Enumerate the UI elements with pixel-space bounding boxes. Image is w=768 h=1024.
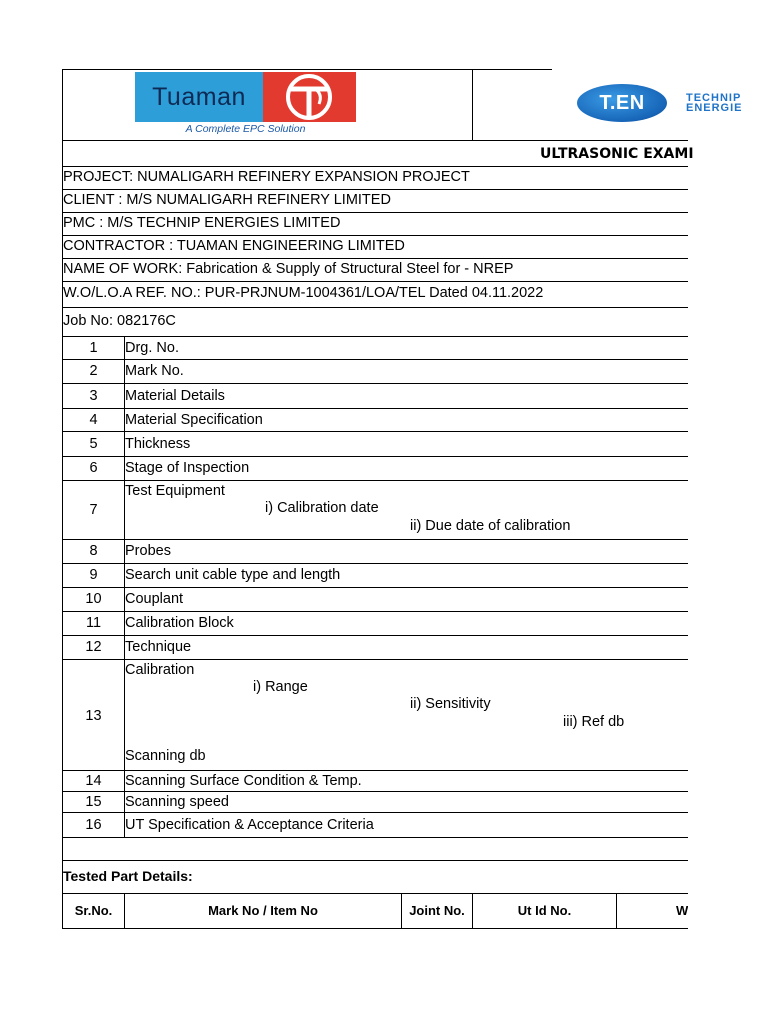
item-sub-label: iii) Ref db: [563, 714, 625, 730]
row-line: [62, 539, 688, 540]
item-number: 13: [85, 708, 102, 724]
ten-wordmark: [686, 93, 743, 113]
row-line: [62, 307, 688, 308]
row-line: [62, 563, 688, 564]
tuaman-wordmark: Tuaman: [135, 72, 263, 122]
item-number: 1: [89, 340, 98, 356]
item-number: 3: [89, 388, 98, 404]
item-label: Probes: [125, 543, 171, 559]
row-line: [62, 359, 688, 360]
row-line: [62, 860, 688, 861]
client-line: CLIENT : M/S NUMALIGARH REFINERY LIMITED: [63, 192, 391, 208]
item-number: 2: [89, 363, 98, 379]
item-number: 4: [89, 412, 98, 428]
work-line: NAME OF WORK: Fabrication & Supply of Structural Steel for - NREP: [63, 261, 514, 277]
column-header: W: [676, 903, 688, 918]
item-number: 9: [89, 567, 98, 583]
row-line: [62, 659, 688, 660]
column-header: Mark No / Item No: [208, 903, 318, 918]
item-sub-label: Scanning db: [125, 748, 206, 764]
row-line: [62, 928, 688, 929]
item-label: Material Specification: [125, 412, 263, 428]
item-label: Scanning speed: [125, 794, 229, 810]
ten-logo: [552, 70, 768, 138]
col-divider: [616, 893, 617, 928]
item-label: Material Details: [125, 388, 225, 404]
row-line: [62, 166, 688, 167]
item-label: Stage of Inspection: [125, 460, 250, 476]
row-line: [62, 635, 688, 636]
row-line: [62, 336, 688, 337]
job-no-line: Job No: 082176C: [63, 313, 176, 329]
item-number: 11: [85, 615, 102, 631]
item-label: Scanning Surface Condition & Temp.: [125, 773, 362, 789]
item-label: Couplant: [125, 591, 184, 607]
item-label: UT Specification & Acceptance Criteria: [125, 817, 374, 833]
item-label: Calibration: [125, 662, 195, 678]
item-number: 15: [85, 794, 102, 810]
row-line: [62, 791, 688, 792]
item-label: Calibration Block: [125, 615, 234, 631]
row-line: [62, 770, 688, 771]
row-line: [62, 383, 688, 384]
row-line: [62, 189, 688, 190]
item-number: 5: [89, 436, 98, 452]
item-number: 16: [85, 817, 102, 833]
item-sub-label: ii) Sensitivity: [410, 696, 491, 712]
column-header: Ut Id No.: [517, 903, 572, 918]
project-line: PROJECT: NUMALIGARH REFINERY EXPANSION PROJECT: [63, 169, 470, 185]
row-line: [62, 812, 688, 813]
ten-mark: T.EN: [577, 84, 667, 122]
row-line: [62, 893, 688, 894]
item-number: 10: [85, 591, 102, 607]
contractor-line: CONTRACTOR : TUAMAN ENGINEERING LIMITED: [63, 238, 405, 254]
ten-line2: ENERGIE: [686, 102, 743, 114]
item-number: 6: [89, 460, 98, 476]
item-label: Technique: [125, 639, 192, 655]
row-line: [62, 480, 688, 481]
item-label: Test Equipment: [125, 483, 225, 499]
row-line: [62, 281, 688, 282]
item-sub-label: ii) Due date of calibration: [410, 518, 571, 534]
item-sub-label: i) Range: [253, 679, 308, 695]
row-line: [62, 611, 688, 612]
tested-part-heading: Tested Part Details:: [63, 868, 193, 884]
item-label: Drg. No.: [125, 340, 179, 356]
tuaman-logo: [135, 72, 357, 136]
item-number: 7: [89, 502, 98, 518]
item-number: 8: [89, 543, 98, 559]
tuaman-emblem-icon: [263, 72, 356, 122]
row-line: [62, 140, 688, 141]
ten-line1: TECHNIP: [686, 92, 742, 104]
row-line: [62, 431, 688, 432]
row-line: [62, 456, 688, 457]
row-line: [62, 212, 688, 213]
item-number: 12: [85, 639, 102, 655]
row-line: [62, 837, 688, 838]
row-line: [62, 587, 688, 588]
report-title: ULTRASONIC EXAMI: [540, 146, 694, 162]
row-line: [62, 258, 688, 259]
item-sub-label: i) Calibration date: [265, 500, 379, 516]
border-top: [62, 69, 552, 70]
item-number: 14: [85, 773, 102, 789]
wo-ref-line: W.O/L.O.A REF. NO.: PUR-PRJNUM-1004361/LOA/TEL Dated 04.11.2022: [63, 285, 544, 301]
row-line: [62, 408, 688, 409]
tuaman-tagline: A Complete EPC Solution: [185, 123, 306, 135]
item-label: Mark No.: [125, 363, 184, 379]
row-line: [62, 235, 688, 236]
header-divider: [472, 69, 473, 140]
column-header: Joint No.: [409, 903, 465, 918]
column-header: Sr.No.: [74, 903, 113, 918]
pmc-line: PMC : M/S TECHNIP ENERGIES LIMITED: [63, 215, 341, 231]
item-label: Thickness: [125, 436, 191, 452]
item-label: Search unit cable type and length: [125, 567, 341, 583]
